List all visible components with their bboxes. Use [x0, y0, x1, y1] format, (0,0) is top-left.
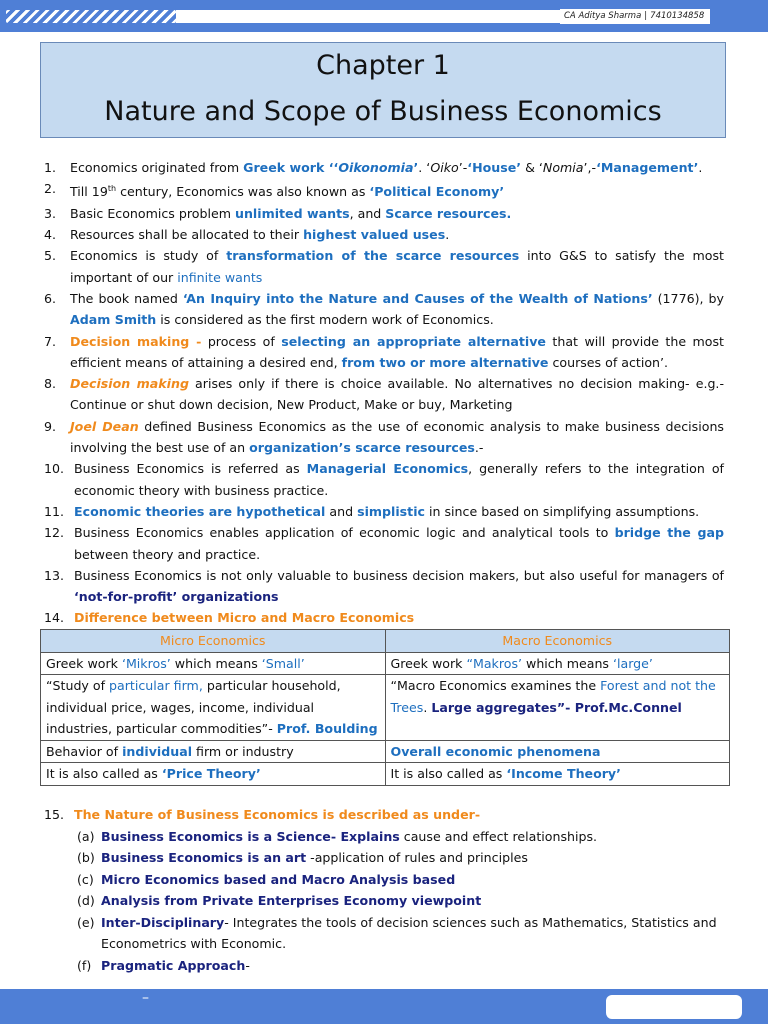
item-number: 3.: [44, 205, 57, 221]
micro-header: Micro Economics: [41, 630, 386, 653]
macro-cell: [385, 740, 730, 763]
text-run: infinite wants: [177, 269, 263, 285]
text-run: Inter-Disciplinary: [101, 914, 225, 930]
text-run: firm or industry: [192, 743, 294, 759]
text-run: Prof. Boulding: [276, 721, 378, 736]
table-row: [41, 763, 730, 786]
list-item-2: [44, 178, 724, 202]
text-run: bridge the gap: [614, 525, 724, 541]
text-run: ‘Mikros’: [121, 655, 171, 671]
author-phone: 7410134858: [650, 11, 705, 21]
item-number: 15.: [44, 807, 65, 822]
notes-list: [44, 157, 724, 629]
text-run: that will provide the most efficient means of attaining a desired end,: [70, 333, 724, 370]
text-run: (1776), by: [652, 290, 724, 306]
text-run: “Study of: [46, 678, 110, 693]
item-number: 7.: [44, 333, 57, 349]
list-item-4: [44, 224, 724, 245]
chapter-title-box: [40, 42, 726, 138]
list-item-15: [44, 804, 724, 826]
text-run: Decision making: [70, 376, 189, 392]
item-letter: (e): [77, 914, 95, 930]
list-item-13: [44, 565, 724, 608]
text-run: ’,-: [583, 160, 597, 175]
text-run: Business Economics is referred as: [74, 461, 307, 477]
header-bar: [0, 0, 768, 32]
text-run: ‘Small’: [261, 655, 305, 671]
item-letter: (b): [77, 850, 95, 865]
text-run: Resources shall be allocated to their: [70, 227, 304, 243]
text-run: process of: [201, 333, 282, 349]
text-run: unlimited wants: [235, 205, 350, 221]
text-run: Forest and not the Trees: [390, 678, 716, 715]
text-run: Micro Economics based and Macro Analysis based: [101, 871, 456, 887]
item-letter: (d): [77, 893, 95, 908]
nature-item: [44, 869, 724, 891]
text-run: , and: [349, 205, 386, 221]
item-number: 4.: [44, 227, 57, 243]
text-run: “Makros’: [466, 655, 523, 671]
text-run: cause and effect relationships.: [399, 828, 598, 844]
list-item-10: [44, 458, 724, 501]
chapter-number: Chapter 1: [316, 50, 450, 81]
header-white-band: [176, 10, 560, 23]
micro-cell: [41, 652, 386, 675]
text-run: - Integrates the tools of decision sciences such as Mathematics, Statistics and Econometrics with Economic.: [101, 914, 717, 951]
text-run: which means: [170, 655, 262, 671]
macro-cell: [385, 763, 730, 786]
text-run: Nomia: [542, 160, 584, 175]
header-stripe-pattern: [6, 10, 176, 23]
text-run: ’-: [458, 160, 468, 175]
list-item-1: [44, 157, 724, 178]
text-run: ‘Political Economy’: [369, 184, 505, 200]
table-row: [41, 675, 730, 741]
text-run: in since based on simplifying assumptions.: [424, 503, 700, 519]
micro-cell: [41, 763, 386, 786]
text-run: transformation of the scarce resources: [226, 248, 520, 264]
nature-item: [44, 826, 724, 848]
text-run: individual: [122, 743, 193, 759]
text-run: . ‘: [418, 160, 431, 175]
list-item-12: [44, 522, 724, 565]
text-run: It is also called as: [390, 766, 507, 781]
list-item-11: [44, 501, 724, 522]
table-row: [41, 740, 730, 763]
text-run: Greek work ‘‘: [243, 160, 339, 175]
text-run: century, Economics was also known as: [116, 184, 370, 200]
text-run: Behavior of: [46, 743, 123, 759]
text-run: organization’s scarce resources: [249, 440, 475, 456]
item-number: 9.: [44, 418, 57, 434]
text-run: defined Business Economics as the use of economic analysis to make business decisions involving the best use of an: [70, 418, 724, 456]
list-item-8: [44, 373, 724, 416]
nature-section: [44, 804, 724, 976]
text-run: Joel Dean: [70, 418, 139, 434]
micro-cell: [41, 675, 386, 741]
text-run: into G&S to satisfy the most important of our: [70, 248, 724, 285]
nature-item: [44, 847, 724, 869]
text-run: ‘large’: [613, 655, 653, 671]
text-run: .-: [474, 440, 484, 456]
text-run: .: [423, 699, 432, 715]
text-run: It is also called as: [46, 766, 162, 781]
chapter-title: Nature and Scope of Business Economics: [104, 96, 662, 127]
footer-mark: –: [142, 990, 149, 1006]
item-number: 11.: [44, 503, 65, 519]
item-number: 10.: [44, 461, 65, 477]
item-number: 8.: [44, 376, 57, 392]
text-run: Till 19: [70, 184, 108, 200]
item-letter: (a): [77, 828, 95, 844]
text-run: Large aggregates”- Prof.Mc.Connel: [431, 699, 682, 715]
table-header-row: [41, 630, 730, 653]
text-run: Business Economics enables application of economic logic and analytical tools to: [74, 525, 615, 541]
item-number: 12.: [44, 525, 65, 541]
text-run: from two or more alternative: [341, 354, 549, 370]
text-run: Decision making -: [70, 333, 202, 349]
item-number: 2.: [44, 181, 57, 197]
text-run: and: [325, 503, 358, 519]
text-run: Business Economics is a Science- Explains: [101, 828, 400, 844]
micro-cell: [41, 740, 386, 763]
text-run: particular firm,: [109, 678, 203, 693]
text-run: The book named: [70, 290, 183, 306]
text-run: Overall economic phenomena: [390, 743, 601, 759]
macro-cell: [385, 675, 730, 741]
text-run: .: [698, 160, 703, 175]
text-run: Economics originated from: [70, 160, 244, 175]
text-run: ‘Management’: [596, 160, 699, 175]
text-run: th: [107, 184, 117, 194]
text-run: “Macro Economics examines the: [390, 678, 601, 693]
item-number: 5.: [44, 248, 57, 264]
text-run: .: [445, 227, 450, 243]
nature-item: [44, 890, 724, 912]
author-credit: CA Aditya Sharma | 7410134858: [560, 9, 710, 24]
nature-heading: The Nature of Business Economics is described as under-: [74, 807, 481, 822]
text-run: ‘House’: [467, 160, 522, 175]
item-number: 6.: [44, 290, 57, 306]
text-run: highest valued uses: [303, 227, 446, 243]
text-run: selecting an appropriate alternative: [281, 333, 546, 349]
text-run: Business Economics is an art: [101, 850, 307, 865]
text-run: ‘An Inquiry into the Nature and Causes of the Wealth of Nations’: [182, 290, 653, 306]
author-name: CA Aditya Sharma: [564, 11, 642, 21]
text-run: simplistic: [357, 503, 425, 519]
text-run: ’: [413, 160, 419, 175]
item-letter: (c): [77, 871, 94, 887]
text-run: which means: [522, 655, 613, 671]
text-run: particular household, individual price, wages, income, individual industries, particular commodities”-: [46, 678, 341, 736]
list-item-14: [44, 607, 724, 628]
text-run: ‘Income Theory’: [506, 766, 621, 781]
text-run: Difference between Micro and Macro Economics: [74, 610, 415, 626]
list-item-9: [44, 416, 724, 459]
text-run: Economic theories are hypothetical: [74, 503, 326, 519]
text-run: arises only if there is choice available. No alternatives no decision making- e.g.- Continue or shut down decision, New Product, Make or buy, Marketing: [70, 376, 724, 413]
list-item-7: [44, 331, 724, 374]
text-run: Adam Smith: [70, 312, 157, 328]
macro-cell: [385, 652, 730, 675]
item-number: 1.: [44, 160, 57, 175]
text-run: Greek work: [390, 655, 467, 671]
item-number: 14.: [44, 610, 65, 626]
text-run: , generally refers to the integration of economic theory with business practice.: [74, 461, 724, 498]
text-run: Managerial Economics: [306, 461, 469, 477]
text-run: -: [245, 957, 250, 973]
text-run: & ‘: [521, 160, 543, 175]
item-letter: (f): [77, 957, 92, 973]
text-run: Economics is study of: [70, 248, 227, 264]
text-run: courses of action’.: [548, 354, 669, 370]
item-number: 13.: [44, 567, 65, 583]
text-run: between theory and practice.: [74, 546, 261, 562]
macro-header: Macro Economics: [385, 630, 730, 653]
list-item-6: [44, 288, 724, 331]
list-item-3: [44, 203, 724, 224]
text-run: Business Economics is not only valuable to business decision makers, but also useful for managers of: [74, 567, 724, 583]
text-run: ‘not-for-profit’ organizations: [74, 589, 279, 605]
text-run: Analysis from Private Enterprises Economy viewpoint: [101, 893, 482, 908]
nature-item: [44, 955, 724, 977]
text-run: Oiko: [430, 160, 459, 175]
table-row: [41, 652, 730, 675]
text-run: Oikonomia: [338, 160, 414, 175]
text-run: ‘Price Theory’: [161, 766, 261, 781]
text-run: Greek work: [46, 655, 122, 671]
nature-item: [44, 912, 724, 955]
footer-bar: [0, 989, 768, 1024]
text-run: Scarce resources.: [385, 205, 512, 221]
footer-white-box: [606, 995, 742, 1019]
text-run: is considered as the first modern work of Economics.: [156, 312, 494, 328]
list-item-5: [44, 245, 724, 288]
text-run: Pragmatic Approach: [101, 957, 246, 973]
text-run: -application of rules and principles: [306, 850, 528, 865]
micro-macro-comparison-table: [40, 629, 730, 786]
text-run: Basic Economics problem: [70, 205, 235, 221]
